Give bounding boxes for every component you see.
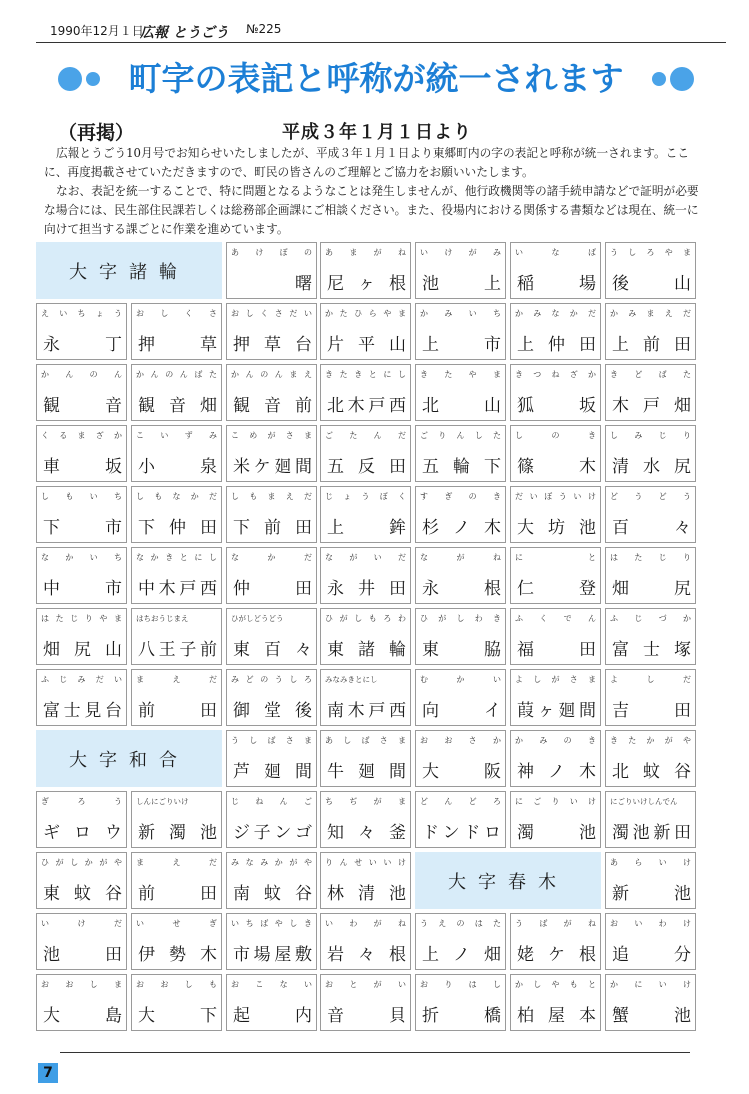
place-name-reading: はちおうじまえ (136, 614, 189, 623)
place-name-reading: い な ば (515, 248, 596, 257)
place-name-cell (320, 486, 411, 543)
place-name-reading: お い わ け (610, 919, 691, 928)
place-name-cell (226, 730, 317, 787)
place-name-reading: あ ら い け (610, 858, 691, 867)
place-name-cell (131, 791, 222, 848)
place-name-reading: な か い ち (41, 553, 122, 562)
place-name-reading: ぎ ろ う (41, 797, 122, 806)
place-name-reading: あ ま が ね (325, 248, 406, 257)
place-name: 富 士 塚 (612, 640, 691, 660)
place-name-reading: う し ろ や ま (610, 248, 691, 257)
place-name-reading: ふ じ づ か (610, 614, 691, 623)
place-name: 御 堂 後 (233, 701, 312, 721)
place-name: 葭 ヶ 廻 間 (517, 701, 596, 721)
place-name-reading: お し く さ だ い (231, 309, 312, 318)
place-name: 大 坊 池 (517, 518, 596, 538)
place-name: 永 根 (422, 579, 501, 599)
place-name: 五 反 田 (327, 457, 406, 477)
page-number: 7 (38, 1063, 58, 1083)
place-name: 下 仲 田 (138, 518, 217, 538)
place-name-cell (320, 852, 411, 909)
place-name: 北 木 戸 西 (327, 396, 406, 416)
place-name: 押 草 (138, 335, 217, 355)
place-name-cell (131, 364, 222, 421)
place-name-reading: か ん の ん ま え (231, 370, 312, 379)
place-name: 中 市 (43, 579, 122, 599)
place-name: 伊 勢 木 (138, 945, 217, 965)
place-name-reading: だ い ぼ う い け (515, 492, 596, 501)
place-name-reading: か み ま え だ (610, 309, 691, 318)
place-name-reading: い せ ぎ (136, 919, 217, 928)
place-name-cell (415, 547, 506, 604)
place-name-reading: い け が み (420, 248, 501, 257)
place-name-cell (510, 791, 601, 848)
place-name-reading: お お し ま (41, 980, 122, 989)
place-name-cell (510, 364, 601, 421)
place-name: 吉 田 (612, 701, 691, 721)
place-name-cell (605, 486, 696, 543)
place-name: 北 山 (422, 396, 501, 416)
place-name-reading: に ご り い け (515, 797, 596, 806)
place-name: 追 分 (612, 945, 691, 965)
place-name-cell (226, 425, 317, 482)
place-name-reading: か み の き (515, 736, 596, 745)
header-rule (36, 42, 726, 43)
place-name-reading: お り は し (420, 980, 501, 989)
place-name: 池 上 (422, 274, 501, 294)
place-name-cell (510, 669, 601, 726)
place-name-cell (226, 852, 317, 909)
place-name: 永 丁 (43, 335, 122, 355)
place-name: 下 前 田 (233, 518, 312, 538)
place-name-cell (131, 303, 222, 360)
place-name: 清 水 尻 (612, 457, 691, 477)
place-name: 東 脇 (422, 640, 501, 660)
newsletter-name: 広報 とうごう (140, 25, 229, 41)
place-name-reading: お と が い (325, 980, 406, 989)
place-name-reading: か し や も と (515, 980, 596, 989)
place-name: 五 輪 下 (422, 457, 501, 477)
place-name: 蟹 池 (612, 1006, 691, 1026)
section-heading: 大字和合 (36, 730, 222, 787)
place-name-reading: む か い (420, 675, 501, 684)
section-heading: 大字諸輪 (36, 242, 222, 299)
place-name-reading: か み い ち (420, 309, 501, 318)
place-name-cell (415, 242, 506, 299)
place-name: 後 山 (612, 274, 691, 294)
footer-rule (60, 1052, 690, 1053)
bullet-dot-icon (652, 72, 666, 86)
place-name-reading: き ど ば た (610, 370, 691, 379)
place-name-cell (131, 913, 222, 970)
place-name-cell (510, 303, 601, 360)
place-name: 観 音 畑 (138, 396, 217, 416)
place-name: 音 貝 (327, 1006, 406, 1026)
place-name-cell (226, 364, 317, 421)
place-name-reading: お し く さ (136, 309, 217, 318)
place-name-cell (320, 547, 411, 604)
place-name-cell (320, 974, 411, 1031)
place-name-reading: な が ね (420, 553, 501, 562)
place-name-reading: ど う ど う (610, 492, 691, 501)
place-name-reading: か ん の ん ば た (136, 370, 217, 379)
place-name-reading: か み な か だ (515, 309, 596, 318)
place-name-cell (605, 852, 696, 909)
place-name-reading: ひがしどうどう (231, 614, 284, 623)
place-name-reading: し も ま え だ (231, 492, 312, 501)
place-name-cell (36, 486, 127, 543)
place-name: 北 蚊 谷 (612, 762, 691, 782)
place-name-cell (415, 425, 506, 482)
place-name-reading: ど ん ど ろ (420, 797, 501, 806)
issue-date: 1990年12月１日 (50, 24, 144, 38)
place-name-cell (131, 669, 222, 726)
place-name: 篠 木 (517, 457, 596, 477)
place-name-cell (605, 547, 696, 604)
place-name: 東 百 々 (233, 640, 312, 660)
place-name-reading: あ し ば さ ま (325, 736, 406, 745)
place-name-reading: え い ち ょ う (41, 309, 122, 318)
place-name-cell (605, 913, 696, 970)
place-name-cell (36, 608, 127, 665)
place-name-reading: ひ が し わ き (420, 614, 501, 623)
place-name-cell (510, 425, 601, 482)
place-name: 新 池 (612, 884, 691, 904)
place-name: 林 清 池 (327, 884, 406, 904)
place-name-reading: き た や ま (420, 370, 501, 379)
place-name-cell (320, 608, 411, 665)
place-name: 曙 (295, 274, 312, 294)
place-name-reading: しんにごりいけ (136, 797, 189, 806)
place-name: 南 蚊 谷 (233, 884, 312, 904)
place-name-reading: う し ば さ ま (231, 736, 312, 745)
place-name-cell (36, 364, 127, 421)
place-name: 上 鉾 (327, 518, 406, 538)
headline (58, 56, 694, 102)
place-name-cell (36, 303, 127, 360)
place-name-reading: し の き (515, 431, 596, 440)
place-name-reading: ま え だ (136, 858, 217, 867)
place-name-reading: す ぎ の き (420, 492, 501, 501)
place-name: 市 場 屋 敷 (233, 945, 312, 965)
place-name-cell (131, 974, 222, 1031)
place-name-cell (510, 913, 601, 970)
place-name-table (36, 242, 696, 1038)
intro-paragraph: なお、表記を統一することで、特に問題となるようなことは発生しませんが、他行政機関等の諸手続申請などで証明が必要な場合には、民生部住民課若しくは総務部企画課にご相談ください。また、役場内における関係する書類などは現在、統一に向けて担当する課ごとに作業を進めています。 (44, 184, 699, 236)
place-name-cell (605, 730, 696, 787)
place-name: 観 音 前 (233, 396, 312, 416)
place-name-reading: ご た ん だ (325, 431, 406, 440)
place-name: 姥 ケ 根 (517, 945, 596, 965)
place-name-cell (605, 303, 696, 360)
place-name-cell (415, 791, 506, 848)
place-name-cell (226, 547, 317, 604)
repost-label: （再掲） (58, 122, 135, 144)
place-name-reading: な か だ (231, 553, 312, 562)
bullet-dot-icon (58, 67, 82, 91)
place-name-reading: か た ひ ら や ま (325, 309, 406, 318)
place-name-cell (36, 913, 127, 970)
place-name-cell (415, 608, 506, 665)
place-name-reading: じ ょ う ぼ く (325, 492, 406, 501)
place-name-reading: こ め が さ ま (231, 431, 312, 440)
place-name: 木 戸 畑 (612, 396, 691, 416)
place-name-cell (415, 486, 506, 543)
place-name-reading: な が い だ (325, 553, 406, 562)
place-name-reading: よ し が さ ま (515, 675, 596, 684)
place-name-cell (415, 974, 506, 1031)
place-name: 畑 尻 山 (43, 640, 122, 660)
place-name-reading: く る ま ざ か (41, 431, 122, 440)
place-name-cell (36, 791, 127, 848)
place-name-reading: に と (515, 553, 596, 562)
place-name-cell (320, 791, 411, 848)
place-name-reading: は た じ り や ま (41, 614, 122, 623)
place-name: 芦 廻 間 (233, 762, 312, 782)
place-name: 米 ケ 廻 間 (233, 457, 312, 477)
place-name: 上 ノ 畑 (422, 945, 501, 965)
place-name: 東 諸 輪 (327, 640, 406, 660)
place-name-reading: は た じ り (610, 553, 691, 562)
place-name: 杉 ノ 木 (422, 518, 501, 538)
place-name-reading: ふ じ み だ い (41, 675, 122, 684)
place-name-cell (415, 669, 506, 726)
place-name: 観 音 (43, 396, 122, 416)
place-name: 押 草 台 (233, 335, 312, 355)
place-name-cell (415, 303, 506, 360)
place-name-cell (320, 730, 411, 787)
place-name: ド ン ド ロ (422, 823, 501, 843)
place-name: 濁 池 新 田 (612, 823, 691, 843)
place-name: 稲 場 (517, 274, 596, 294)
place-name: 上 仲 田 (517, 335, 596, 355)
place-name-cell (36, 547, 127, 604)
place-name: 向 イ (422, 701, 501, 721)
place-name-cell (415, 913, 506, 970)
place-name-cell (605, 669, 696, 726)
place-name: 南 木 戸 西 (327, 701, 406, 721)
place-name-cell (510, 730, 601, 787)
place-name-reading: な か き と に し (136, 553, 217, 562)
place-name: 仲 田 (233, 579, 312, 599)
section-heading: 大字春木 (415, 852, 601, 909)
place-name-cell (415, 730, 506, 787)
place-name: 起 内 (233, 1006, 312, 1026)
place-name-cell (605, 242, 696, 299)
place-name: 折 橋 (422, 1006, 501, 1026)
place-name-cell (131, 486, 222, 543)
place-name: 永 井 田 (327, 579, 406, 599)
place-name-reading: にごりいけしんでん (610, 797, 678, 806)
place-name-cell (226, 486, 317, 543)
place-name-reading: こ い ず み (136, 431, 217, 440)
place-name: 福 田 (517, 640, 596, 660)
issue-number: №225 (246, 22, 282, 36)
place-name: ギ ロ ウ (43, 823, 122, 843)
place-name: 東 蚊 谷 (43, 884, 122, 904)
place-name: 知 々 釜 (327, 823, 406, 843)
place-name-reading: ち ぢ が ま (325, 797, 406, 806)
place-name-cell (510, 242, 601, 299)
place-name-cell (226, 303, 317, 360)
bullet-dot-icon (670, 67, 694, 91)
page-title: 町字の表記と呼称が統一されます (128, 59, 624, 98)
place-name-cell (605, 608, 696, 665)
place-name-cell (320, 303, 411, 360)
place-name-reading: い わ が ね (325, 919, 406, 928)
place-name: 小 泉 (138, 457, 217, 477)
place-name-cell (36, 852, 127, 909)
place-name-cell (226, 608, 317, 665)
place-name: 大 島 (43, 1006, 122, 1026)
place-name-cell (226, 791, 317, 848)
place-name-reading: い け だ (41, 919, 122, 928)
place-name-cell (36, 425, 127, 482)
place-name-cell (605, 425, 696, 482)
place-name-reading: ひ が し も ろ わ (325, 614, 406, 623)
place-name-reading: あ け ぼ の (231, 248, 312, 257)
place-name-cell (605, 974, 696, 1031)
place-name: 池 田 (43, 945, 122, 965)
place-name: 下 市 (43, 518, 122, 538)
place-name: 仁 登 (517, 579, 596, 599)
place-name-reading: き た か が や (610, 736, 691, 745)
place-name-cell (226, 974, 317, 1031)
place-name: 中 木 戸 西 (138, 579, 217, 599)
place-name: 前 田 (138, 884, 217, 904)
intro-paragraph: 広報とうごう10月号でお知らせいたしましたが、平成３年１月１日より東郷町内の字の表記と呼称が統一されます。ここに、再度掲載させていただきますので、町民の皆さんのご理解とご協力をお願いいたします。 (44, 146, 690, 179)
place-name-cell (131, 425, 222, 482)
place-name: 前 田 (138, 701, 217, 721)
place-name-cell (131, 547, 222, 604)
place-name-cell (320, 242, 411, 299)
place-name-cell (510, 486, 601, 543)
place-name: 大 下 (138, 1006, 217, 1026)
place-name-reading: り ん せ い い け (325, 858, 406, 867)
place-name-cell (510, 974, 601, 1031)
place-name-cell (131, 852, 222, 909)
place-name-reading: き つ ね ざ か (515, 370, 596, 379)
place-name-cell (510, 608, 601, 665)
place-name-cell (415, 364, 506, 421)
place-name-reading: し も い ち (41, 492, 122, 501)
place-name: 畑 尻 (612, 579, 691, 599)
place-name-reading: お お し も (136, 980, 217, 989)
place-name-cell (320, 364, 411, 421)
place-name: ジ 子 ン ゴ (233, 823, 312, 843)
place-name-reading: か に い け (610, 980, 691, 989)
place-name-cell (36, 974, 127, 1031)
place-name-cell (226, 242, 317, 299)
place-name-reading: みなみきとにし (325, 675, 378, 684)
place-name: 八 王 子 前 (138, 640, 217, 660)
place-name: 百 々 (612, 518, 691, 538)
place-name: 柏 屋 本 (517, 1006, 596, 1026)
place-name-cell (510, 547, 601, 604)
place-name: 狐 坂 (517, 396, 596, 416)
place-name-reading: う え の は た (420, 919, 501, 928)
place-name: 神 ノ 木 (517, 762, 596, 782)
place-name-reading: ひ が し か が や (41, 858, 122, 867)
place-name-reading: お お さ か (420, 736, 501, 745)
place-name-cell (605, 791, 696, 848)
place-name: 富 士 見 台 (43, 701, 122, 721)
place-name-reading: か ん の ん (41, 370, 122, 379)
place-name-reading: い ち ば や し き (231, 919, 312, 928)
place-name-reading: う ば が ね (515, 919, 596, 928)
place-name-cell (226, 913, 317, 970)
place-name-cell (36, 669, 127, 726)
place-name-reading: ふ く で ん (515, 614, 596, 623)
place-name-cell (320, 669, 411, 726)
place-name: 上 市 (422, 335, 501, 355)
place-name: 車 坂 (43, 457, 122, 477)
place-name: 片 平 山 (327, 335, 406, 355)
place-name-reading: よ し だ (610, 675, 691, 684)
place-name-cell (320, 913, 411, 970)
masthead (36, 22, 726, 40)
place-name-cell (226, 669, 317, 726)
place-name-reading: み な み か が や (231, 858, 312, 867)
effective-date: 平成３年１月１日より (282, 122, 472, 143)
place-name: 新 濁 池 (138, 823, 217, 843)
place-name-reading: お こ な い (231, 980, 312, 989)
place-name-cell (320, 425, 411, 482)
place-name-reading: ま え だ (136, 675, 217, 684)
place-name: 牛 廻 間 (327, 762, 406, 782)
place-name: 大 阪 (422, 762, 501, 782)
place-name-reading: み ど の う し ろ (231, 675, 312, 684)
intro-text (44, 144, 704, 239)
place-name: 上 前 田 (612, 335, 691, 355)
place-name-reading: し も な か だ (136, 492, 217, 501)
place-name: 岩 々 根 (327, 945, 406, 965)
place-name-reading: じ ね ん ご (231, 797, 312, 806)
place-name: 尼 ヶ 根 (327, 274, 406, 294)
place-name-reading: き た き と に し (325, 370, 406, 379)
place-name: 濁 池 (517, 823, 596, 843)
place-name-reading: ご り ん し た (420, 431, 501, 440)
place-name-reading: し み じ り (610, 431, 691, 440)
bullet-dot-icon (86, 72, 100, 86)
place-name-cell (131, 608, 222, 665)
place-name-cell (605, 364, 696, 421)
